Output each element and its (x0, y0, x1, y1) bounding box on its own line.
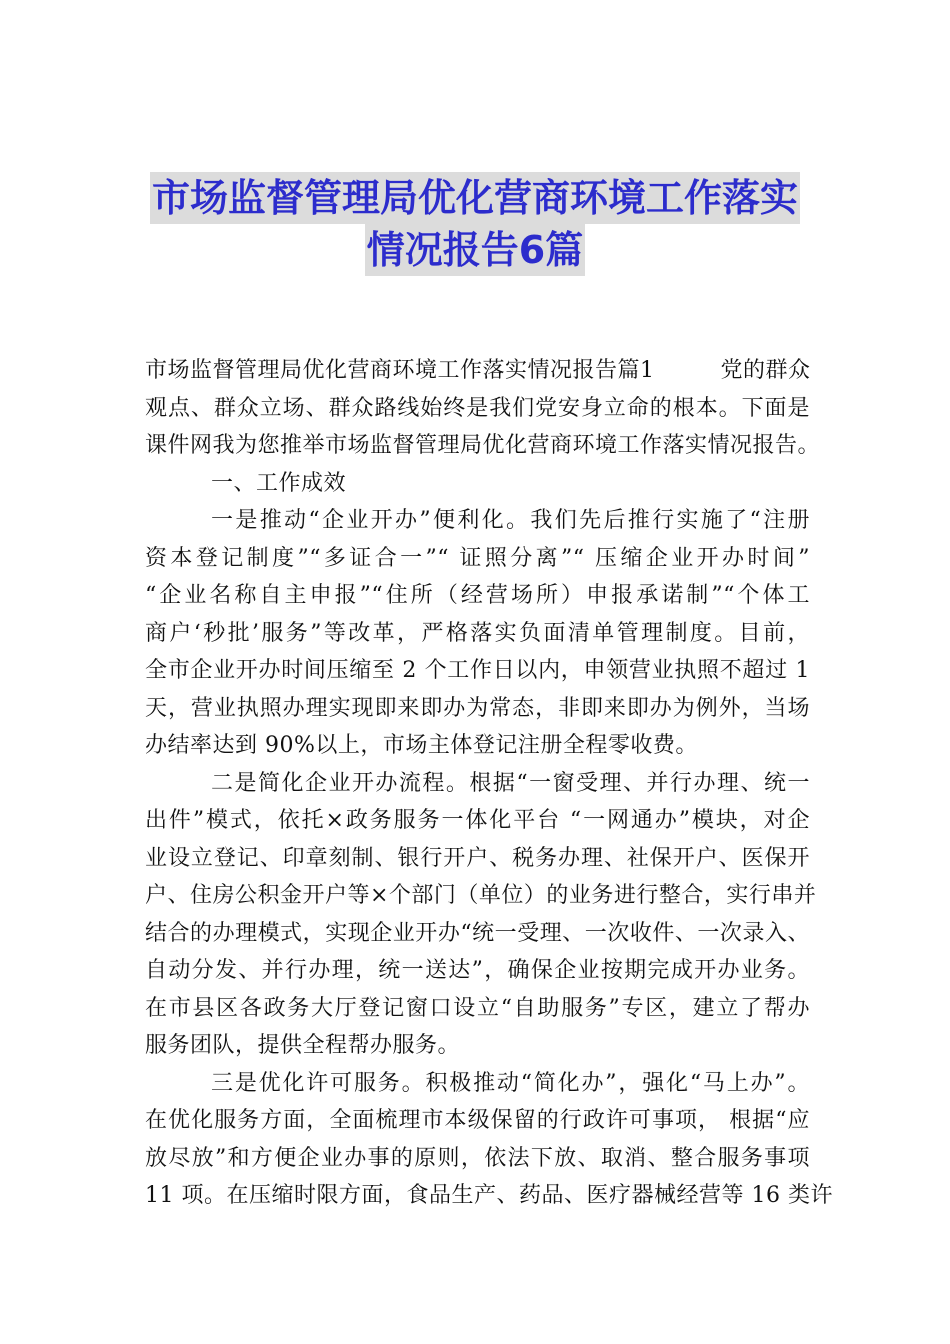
report-heading: 市场监督管理局优化营商环境工作落实情况报告篇1 (145, 358, 655, 383)
paragraph-line: 出件”模式，依托×政务服务一体化平台 “一网通办”模块，对企 (145, 808, 810, 833)
paragraph-line: 办结率达到 90%以上，市场主体登记注册全程零收费。 (145, 733, 698, 758)
paragraph-line: 户、住房公积金开户等×个部门（单位）的业务进行整合，实行串并 (145, 883, 817, 908)
paragraph-line: 在优化服务方面，全面梳理市本级保留的行政许可事项， 根据“应 (145, 1108, 810, 1133)
document-body (145, 352, 833, 1215)
paragraph-line: 二是简化企业开办流程。根据“一窗受理、并行办理、统一 (211, 770, 810, 796)
paragraph-line: 在市县区各政务大厅登记窗口设立“自助服务”专区，建立了帮办 (145, 995, 810, 1021)
paragraph-line: 自动分发、并行办理，统一送达”，确保企业按期完成开办业务。 (145, 958, 810, 983)
paragraph-line: 全市企业开办时间压缩至 2 个工作日以内，申领营业执照不超过 1 (145, 658, 810, 683)
intro-lead: 党的群众 (720, 358, 811, 383)
paragraph-line: 业设立登记、印章刻制、银行开户、税务办理、社保开户、医保开 (145, 845, 810, 871)
paragraph-line: 服务团队，提供全程帮办服务。 (145, 1033, 461, 1058)
title-line-1: 市场监督管理局优化营商环境工作落实 (150, 172, 800, 224)
document-title (100, 172, 850, 276)
paragraph-line: 11 项。在压缩时限方面，食品生产、药品、医疗器械经营等 16 类许 (145, 1183, 833, 1208)
paragraph-line: 一是推动“企业开办”便利化。我们先后推行实施了“注册 (211, 508, 810, 533)
title-line-2: 情况报告6篇 (365, 224, 585, 276)
intro-first-line (145, 352, 810, 390)
paragraph-line: 放尽放”和方便企业办事的原则，依法下放、取消、整合服务事项 (145, 1145, 810, 1171)
paragraph-line: 天，营业执照办理实现即来即办为常态，非即来即办为例外，当场 (145, 695, 810, 721)
section-heading: 一、工作成效 (211, 470, 347, 496)
paragraph-line: 三是优化许可服务。积极推动“简化办”，强化“马上办”。 (211, 1070, 810, 1096)
paragraph-line: “企业名称自主申报”“住所（经营场所）申报承诺制”“个体工 (145, 583, 810, 608)
paragraph-line: 商户‘秒批’服务”等改革，严格落实负面清单管理制度。目前， (145, 620, 810, 646)
intro-line: 课件网我为您推举市场监督管理局优化营商环境工作落实情况报告。 (145, 433, 821, 458)
paragraph-line: 结合的办理模式，实现企业开办“统一受理、一次收件、一次录入、 (145, 920, 810, 946)
paragraph-line: 资本登记制度”“多证合一”“ 证照分离”“ 压缩企业开办时间” (145, 545, 810, 571)
intro-line: 观点、群众立场、群众路线始终是我们党安身立命的根本。下面是 (145, 395, 810, 421)
